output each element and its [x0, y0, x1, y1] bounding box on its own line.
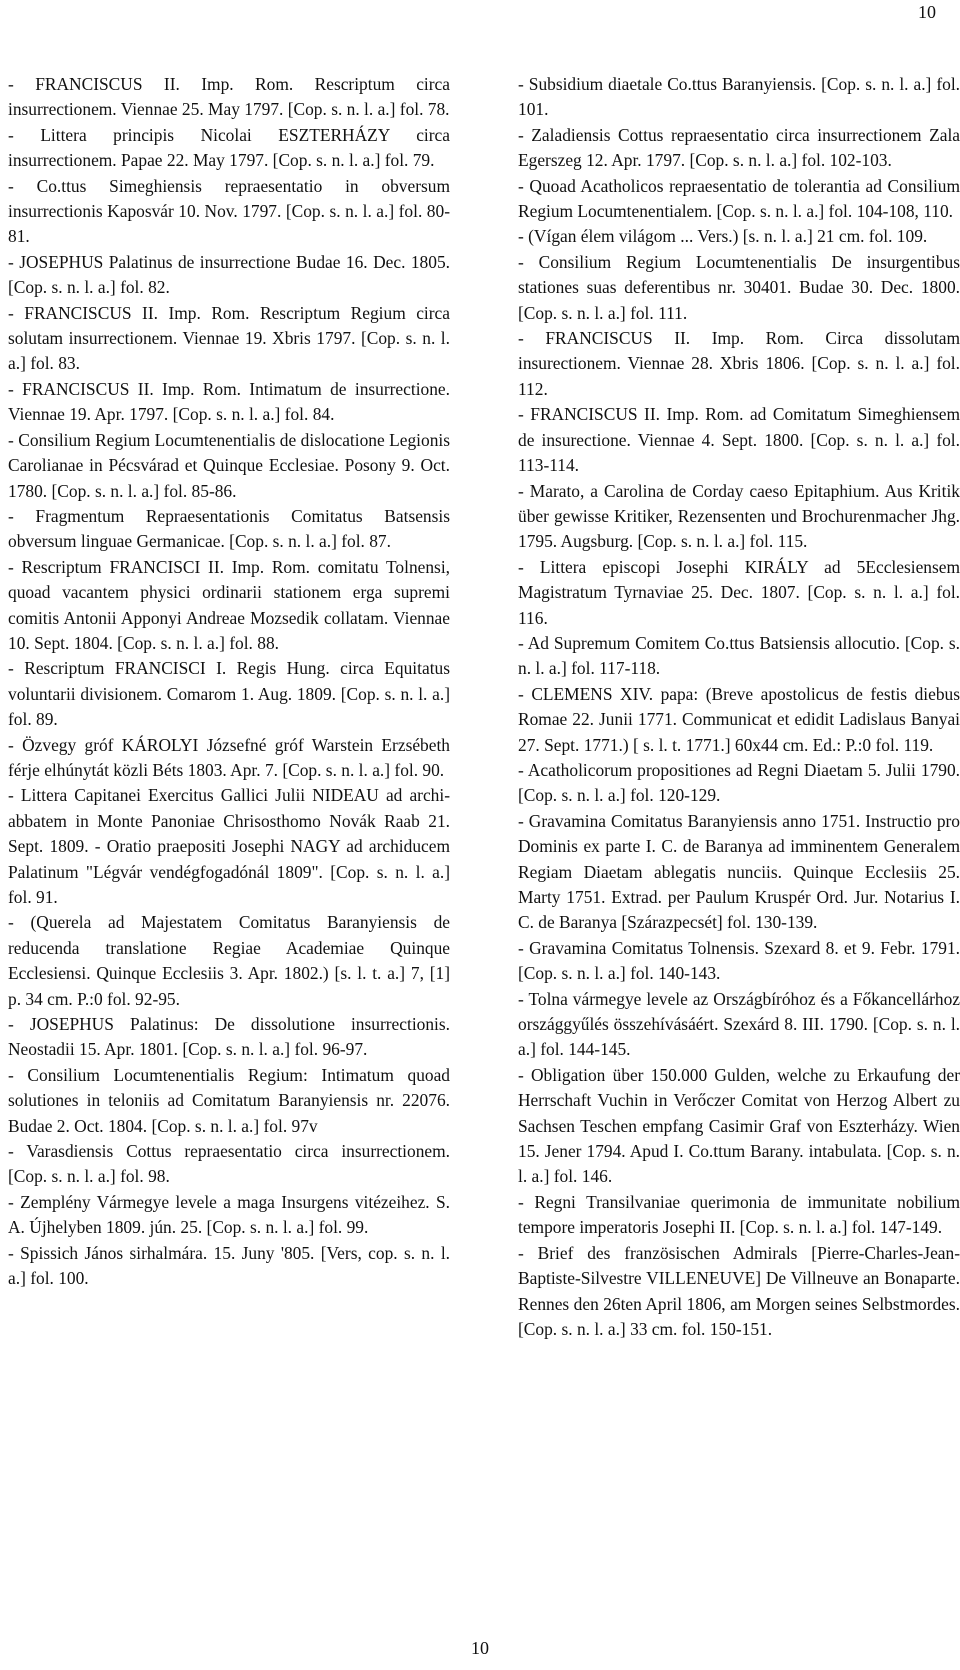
catalog-entry: - Özvegy gróf KÁROLYI Józsefné gróf Warstein Erzsébeth férje elhúnytát közli Béts 1803. Apr. 7. [Cop. s. n. l. a.] fol. 90.	[8, 734, 450, 780]
catalog-entry: - Subsidium diaetale Co.ttus Baranyiensis. [Cop. s. n. l. a.] fol. 101.	[518, 74, 960, 120]
catalog-entry: - Consilium Regium Locumtenentialis De insurgentibus stationes suas deferentibus nr. 30401. Budae 30. Dec. 1800. [Cop. s. n. l. a.] fol. 111.	[518, 251, 960, 323]
catalog-entry: - Marato, a Carolina de Corday caeso Epitaphium. Aus Kritik über gewisse Kritiker, Rezensenten und Brochurenmacher Jhg. 1795. Augsburg. [Cop. s. n. l. a.] fol. 115.	[518, 480, 960, 552]
catalog-entry: - Littera Capitanei Exercitus Gallici Julii NIDEAU ad archi-abbatem in Monte Panoniae Chrisosthomo Novák Raab 21. Sept. 1809. - Oratio praepositi Josephi NAGY ad archiducem Palatinum "Légvár vendégfogadónál 1809". [Cop. s. n. l. a.] fol. 91.	[8, 785, 450, 907]
catalog-entry: - Littera principis Nicolai ESZTERHÁZY circa insurrectionem. Papae 22. May 1797. [Cop. s. n. l. a.] fol. 79.	[8, 124, 450, 171]
catalog-entry: - JOSEPHUS Palatinus: De dissolutione insurrectionis. Neostadii 15. Apr. 1801. [Cop. s. n. l. a.] fol. 96-97.	[8, 1014, 450, 1060]
catalog-entry: - (Querela ad Majestatem Comitatus Baranyiensis de reducenda translatione Regiae Academiae Quinque Ecclesiensi. Quinque Ecclesiis 3. Apr. 1802.) [s. l. t. a.] 7, [1] p. 34 cm. P.:0 fol. 92-95.	[8, 912, 450, 1009]
catalog-entry: - CLEMENS XIV. papa: (Breve apostolicus de festis diebus Romae 22. Junii 1771. Communicat et edidit Ladislaus Banyai 27. Sept. 1771.) [ s. l. t. 1771.] 60x44 cm. Ed.: P.:0 fol. 119.	[518, 683, 960, 755]
catalog-entry: - FRANCISCUS II. Imp. Rom. Intimatum de insurrectione. Viennae 19. Apr. 1797. [Cop. s. n. l. a.] fol. 84.	[8, 378, 450, 425]
catalog-entry: - FRANCISCUS II. Imp. Rom. Circa dissolutam insurectionem. Viennae 28. Xbris 1806. [Cop. s. n. l. a.] fol. 112.	[518, 328, 960, 399]
catalog-entry: - Gravamina Comitatus Baranyiensis anno 1751. Instructio pro Dominis ex parte I. C. de Baranya ad imminentem Generalem Regiam Diaetam ablegatis nunciis. Quinque Ecclesiis 25. Marty 1751. Extrad. per Paulum Kruspér Ord. Jur. Notarius I. C. de Baranya [Szárazpecsét] fol. 130-139.	[518, 810, 960, 933]
catalog-entry: - Rescriptum FRANCISCI I. Regis Hung. circa Equitatus voluntarii divisionem. Comarom 1. Aug. 1809. [Cop. s. n. l. a.] fol. 89.	[8, 658, 450, 730]
catalog-entry: - Obligation über 150.000 Gulden, welche zu Erkaufung der Herrschaft Vuchin in Verőczer Comitat von Herzog Albert zu Sachsen Teschen empfang Casimir Graf von Eszterházy. Wien 15. Jener 1794. Apud I. Co.ttum Barany. intabulata. [Cop. s. n. l. a.] fol. 146.	[518, 1064, 960, 1187]
catalog-entry: - FRANCISCUS II. Imp. Rom. ad Comitatum Simeghiensem de insurectione. Viennae 4. Sept. 1800. [Cop. s. n. l. a.] fol. 113-114.	[518, 404, 960, 476]
catalog-entry: - Zaladiensis Cottus repraesentatio circa insurrectionem Zala Egerszeg 12. Apr. 1797. [Cop. s. n. l. a.] fol. 102-103.	[518, 124, 960, 171]
catalog-entry: - FRANCISCUS II. Imp. Rom. Rescriptum Regium circa solutam insurrectionem. Viennae 19. Xbris 1797. [Cop. s. n. l. a.] fol. 83.	[8, 302, 450, 374]
catalog-entry: - Quoad Acatholicos repraesentatio de tolerantia ad Consilium Regium Locumtenentialem. [Cop. s. n. l. a.] fol. 104-108, 110.	[518, 175, 960, 222]
catalog-entry: - Brief des französischen Admirals [Pierre-Charles-Jean-Baptiste-Silvestre VILLENEUVE] De Villneuve an Bonaparte. Rennes den 26ten April 1806, am Morgen seines Selbstmordes. [Cop. s. n. l. a.] 33 cm. fol. 150-151.	[518, 1242, 960, 1339]
catalog-entry: - Varasdiensis Cottus repraesentatio circa insurrectionem. [Cop. s. n. l. a.] fol. 98.	[8, 1141, 450, 1187]
catalog-entry: - Gravamina Comitatus Tolnensis. Szexard 8. et 9. Febr. 1791. [Cop. s. n. l. a.] fol. 140-143.	[518, 937, 960, 984]
page-number-bottom: 10	[471, 1638, 489, 1658]
catalog-entry: - Consilium Regium Locumtenentialis de dislocatione Legionis Carolianae in Pécsvárad et Quinque Ecclesiae. Posony 9. Oct. 1780. [Cop. s. n. l. a.] fol. 85-86.	[8, 429, 450, 501]
catalog-entry: - Rescriptum FRANCISCI II. Imp. Rom. comitatu Tolnensi, quoad vacantem physici ordinarii stationem erga supremi comitis Antonii Apponyi Andreae Mozsedik collatam. Viennae 10. Sept. 1804. [Cop. s. n. l. a.] fol. 88.	[8, 556, 450, 653]
catalog-entry: - Co.ttus Simeghiensis repraesentatio in obversum insurrectionis Kaposvár 10. Nov. 1797. [Cop. s. n. l. a.] fol. 80-81.	[8, 175, 450, 247]
catalog-entry: - Littera episcopi Josephi KIRÁLY ad 5Ecclesiensem Magistratum Tyrnaviae 25. Dec. 1807. [Cop. s. n. l. a.] fol. 116.	[518, 556, 960, 628]
catalog-entry: - Regni Transilvaniae querimonia de immunitate nobilium tempore imperatoris Josephi II. [Cop. s. n. l. a.] fol. 147-149.	[518, 1191, 960, 1238]
catalog-entry: - (Vígan élem világom ... Vers.) [s. n. l. a.] 21 cm. fol. 109.	[518, 226, 928, 247]
catalog-entry: - Acatholicorum propositiones ad Regni Diaetam 5. Julii 1790. [Cop. s. n. l. a.] fol. 120-129.	[518, 759, 960, 806]
catalog-entry: - Tolna vármegye levele az Országbíróhoz és a Főkancellárhoz országgyűlés összehívásáért. Szexárd 8. III. 1790. [Cop. s. n. l. a.] fol. 144-145.	[518, 988, 960, 1060]
catalog-entry: - Consilium Locumtenentialis Regium: Intimatum quoad solutiones in teloniis ad Comitatum Baranyiensis nr. 22076. Budae 2. Oct. 1804. [Cop. s. n. l. a.] fol. 97v	[8, 1064, 450, 1136]
right-column	[518, 72, 960, 1342]
catalog-entry: - JOSEPHUS Palatinus de insurrectione Budae 16. Dec. 1805. [Cop. s. n. l. a.] fol. 82.	[8, 251, 450, 298]
page-number-top: 10	[918, 2, 936, 22]
catalog-entry: - Spissich János sirhalmára. 15. Juny '805. [Vers, cop. s. n. l. a.] fol. 100.	[8, 1242, 450, 1289]
catalog-entry: - Fragmentum Repraesentationis Comitatus Batsensis obversum linguae Germanicae. [Cop. s. n. l. a.] fol. 87.	[8, 505, 450, 552]
left-column	[8, 72, 450, 1292]
catalog-entry: - FRANCISCUS II. Imp. Rom. Rescriptum circa insurrectionem. Viennae 25. May 1797. [Cop. s. n. l. a.] fol. 78.	[8, 74, 450, 120]
catalog-entry: - Ad Supremum Comitem Co.ttus Batsiensis allocutio. [Cop. s. n. l. a.] fol. 117-118.	[518, 632, 960, 679]
catalog-entry: - Zemplény Vármegye levele a maga Insurgens vitézeihez. S. A. Újhelyben 1809. jún. 25. [Cop. s. n. l. a.] fol. 99.	[8, 1191, 450, 1238]
